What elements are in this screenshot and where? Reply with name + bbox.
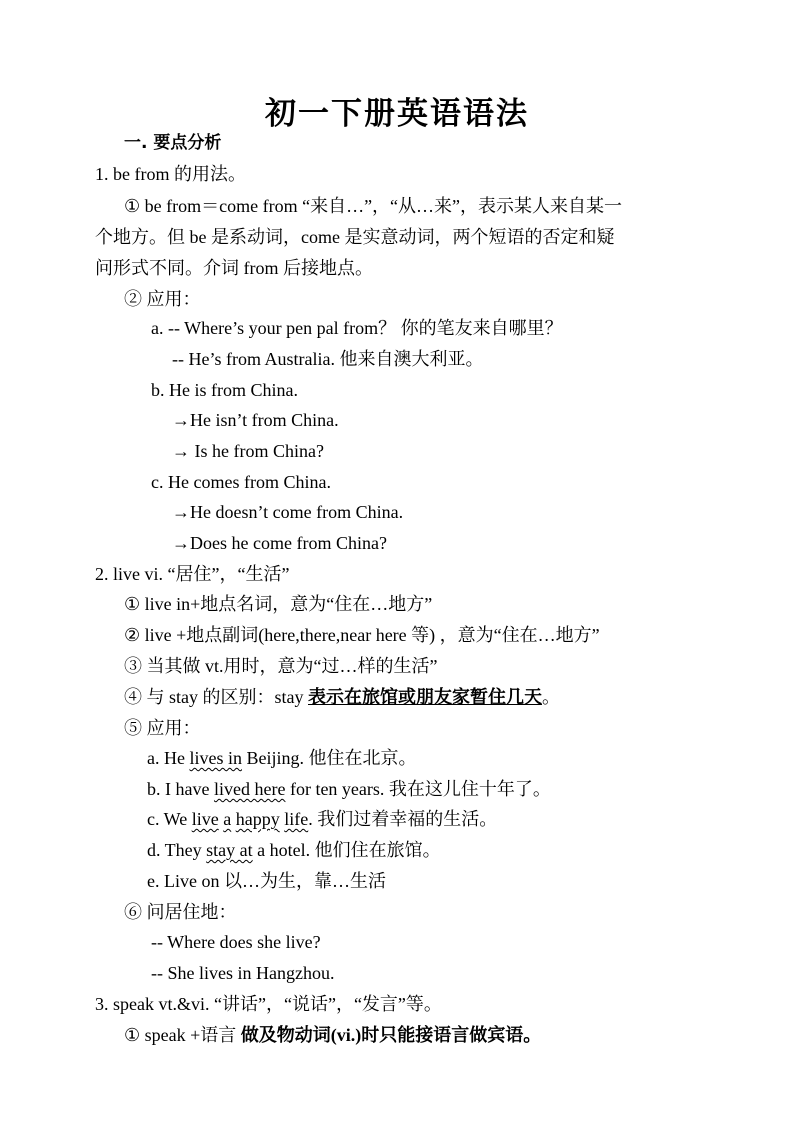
point-1-apply: ② 应用： <box>124 289 201 309</box>
example-line: →He doesn’t come from China. <box>172 502 404 522</box>
point-1-note: 问形式不同。介词 from 后接地点。 <box>95 258 373 278</box>
example-text: for ten years. 我在这儿住十年了。 <box>285 779 551 799</box>
usage-item: ② live +地点副词(here,there,near here 等) ，意为“住在…地方” <box>124 625 600 645</box>
example-line <box>147 777 551 801</box>
emphasis-text: 做及物动词(vi.)时只能接语言做宾语。 <box>240 1025 542 1045</box>
point-1-note: ① be from＝come from “来自…”，“从…来”，表示某人来自某一 <box>124 196 623 216</box>
example-line: e. Live on 以…为生，靠…生活 <box>147 871 386 891</box>
example-text: b. I have <box>147 779 214 799</box>
underlined-phrase: a <box>223 809 232 829</box>
point-1-heading: 1. be from 的用法。 <box>95 164 246 184</box>
example-line: -- She lives in Hangzhou. <box>151 963 335 983</box>
usage-text: ① speak +语言 <box>124 1025 241 1045</box>
usage-text: ④ 与 stay 的区别：stay <box>124 687 308 707</box>
example-line <box>147 746 416 770</box>
example-line: b. He is from China. <box>151 380 298 400</box>
example-line: →He isn’t from China. <box>172 410 339 430</box>
usage-item: ③ 当其做 vt.用时，意为“过…样的生活” <box>124 656 438 676</box>
example-text: . 我们过着幸福的生活。 <box>308 809 498 829</box>
document-title: 初一下册英语语法 <box>265 96 529 132</box>
example-line <box>147 838 441 862</box>
point-3-heading: 3. speak vt.&vi. “讲话”，“说话”，“发言”等。 <box>95 994 442 1014</box>
underlined-phrase: lived here <box>213 779 286 799</box>
underlined-phrase: lives in <box>189 748 242 768</box>
example-line: a. -- Where’s your pen pal from？ 你的笔友来自哪里？ <box>151 318 563 338</box>
example-line: -- He’s from Australia. 他来自澳大利亚。 <box>172 349 484 369</box>
usage-item: ① live in+地点名词，意为“住在…地方” <box>124 594 433 614</box>
underlined-phrase: happy <box>235 809 280 829</box>
point-2-ask: ⑥ 问居住地： <box>124 902 237 922</box>
example-text: c. We <box>147 809 192 829</box>
example-text: d. They <box>147 840 207 860</box>
example-text: Beijing. 他住在北京。 <box>241 748 417 768</box>
section-heading: 一. 要点分析 <box>124 133 222 153</box>
example-text: a hotel. 他们住在旅馆。 <box>252 840 441 860</box>
underlined-phrase: life <box>284 809 309 829</box>
usage-text: 。 <box>542 687 560 707</box>
point-1-note: 个地方。但 be 是系动词，come 是实意动词，两个短语的否定和疑 <box>95 227 615 247</box>
example-text: a. He <box>147 748 190 768</box>
example-line: →Does he come from China? <box>172 533 387 553</box>
point-2-apply: ⑤ 应用： <box>124 718 201 738</box>
underlined-phrase: live <box>191 809 219 829</box>
point-2-heading: 2. live vi. “居住”，“生活” <box>95 564 290 584</box>
example-line: c. He comes from China. <box>151 472 331 492</box>
example-line: → Is he from China? <box>172 441 324 461</box>
example-line: -- Where does she live? <box>151 932 321 952</box>
underlined-phrase: stay at <box>206 840 253 860</box>
usage-item <box>124 685 560 709</box>
emphasis-text: 表示在旅馆或朋友家暂住几天 <box>308 687 542 707</box>
usage-item <box>124 1023 541 1047</box>
example-line <box>147 807 497 831</box>
